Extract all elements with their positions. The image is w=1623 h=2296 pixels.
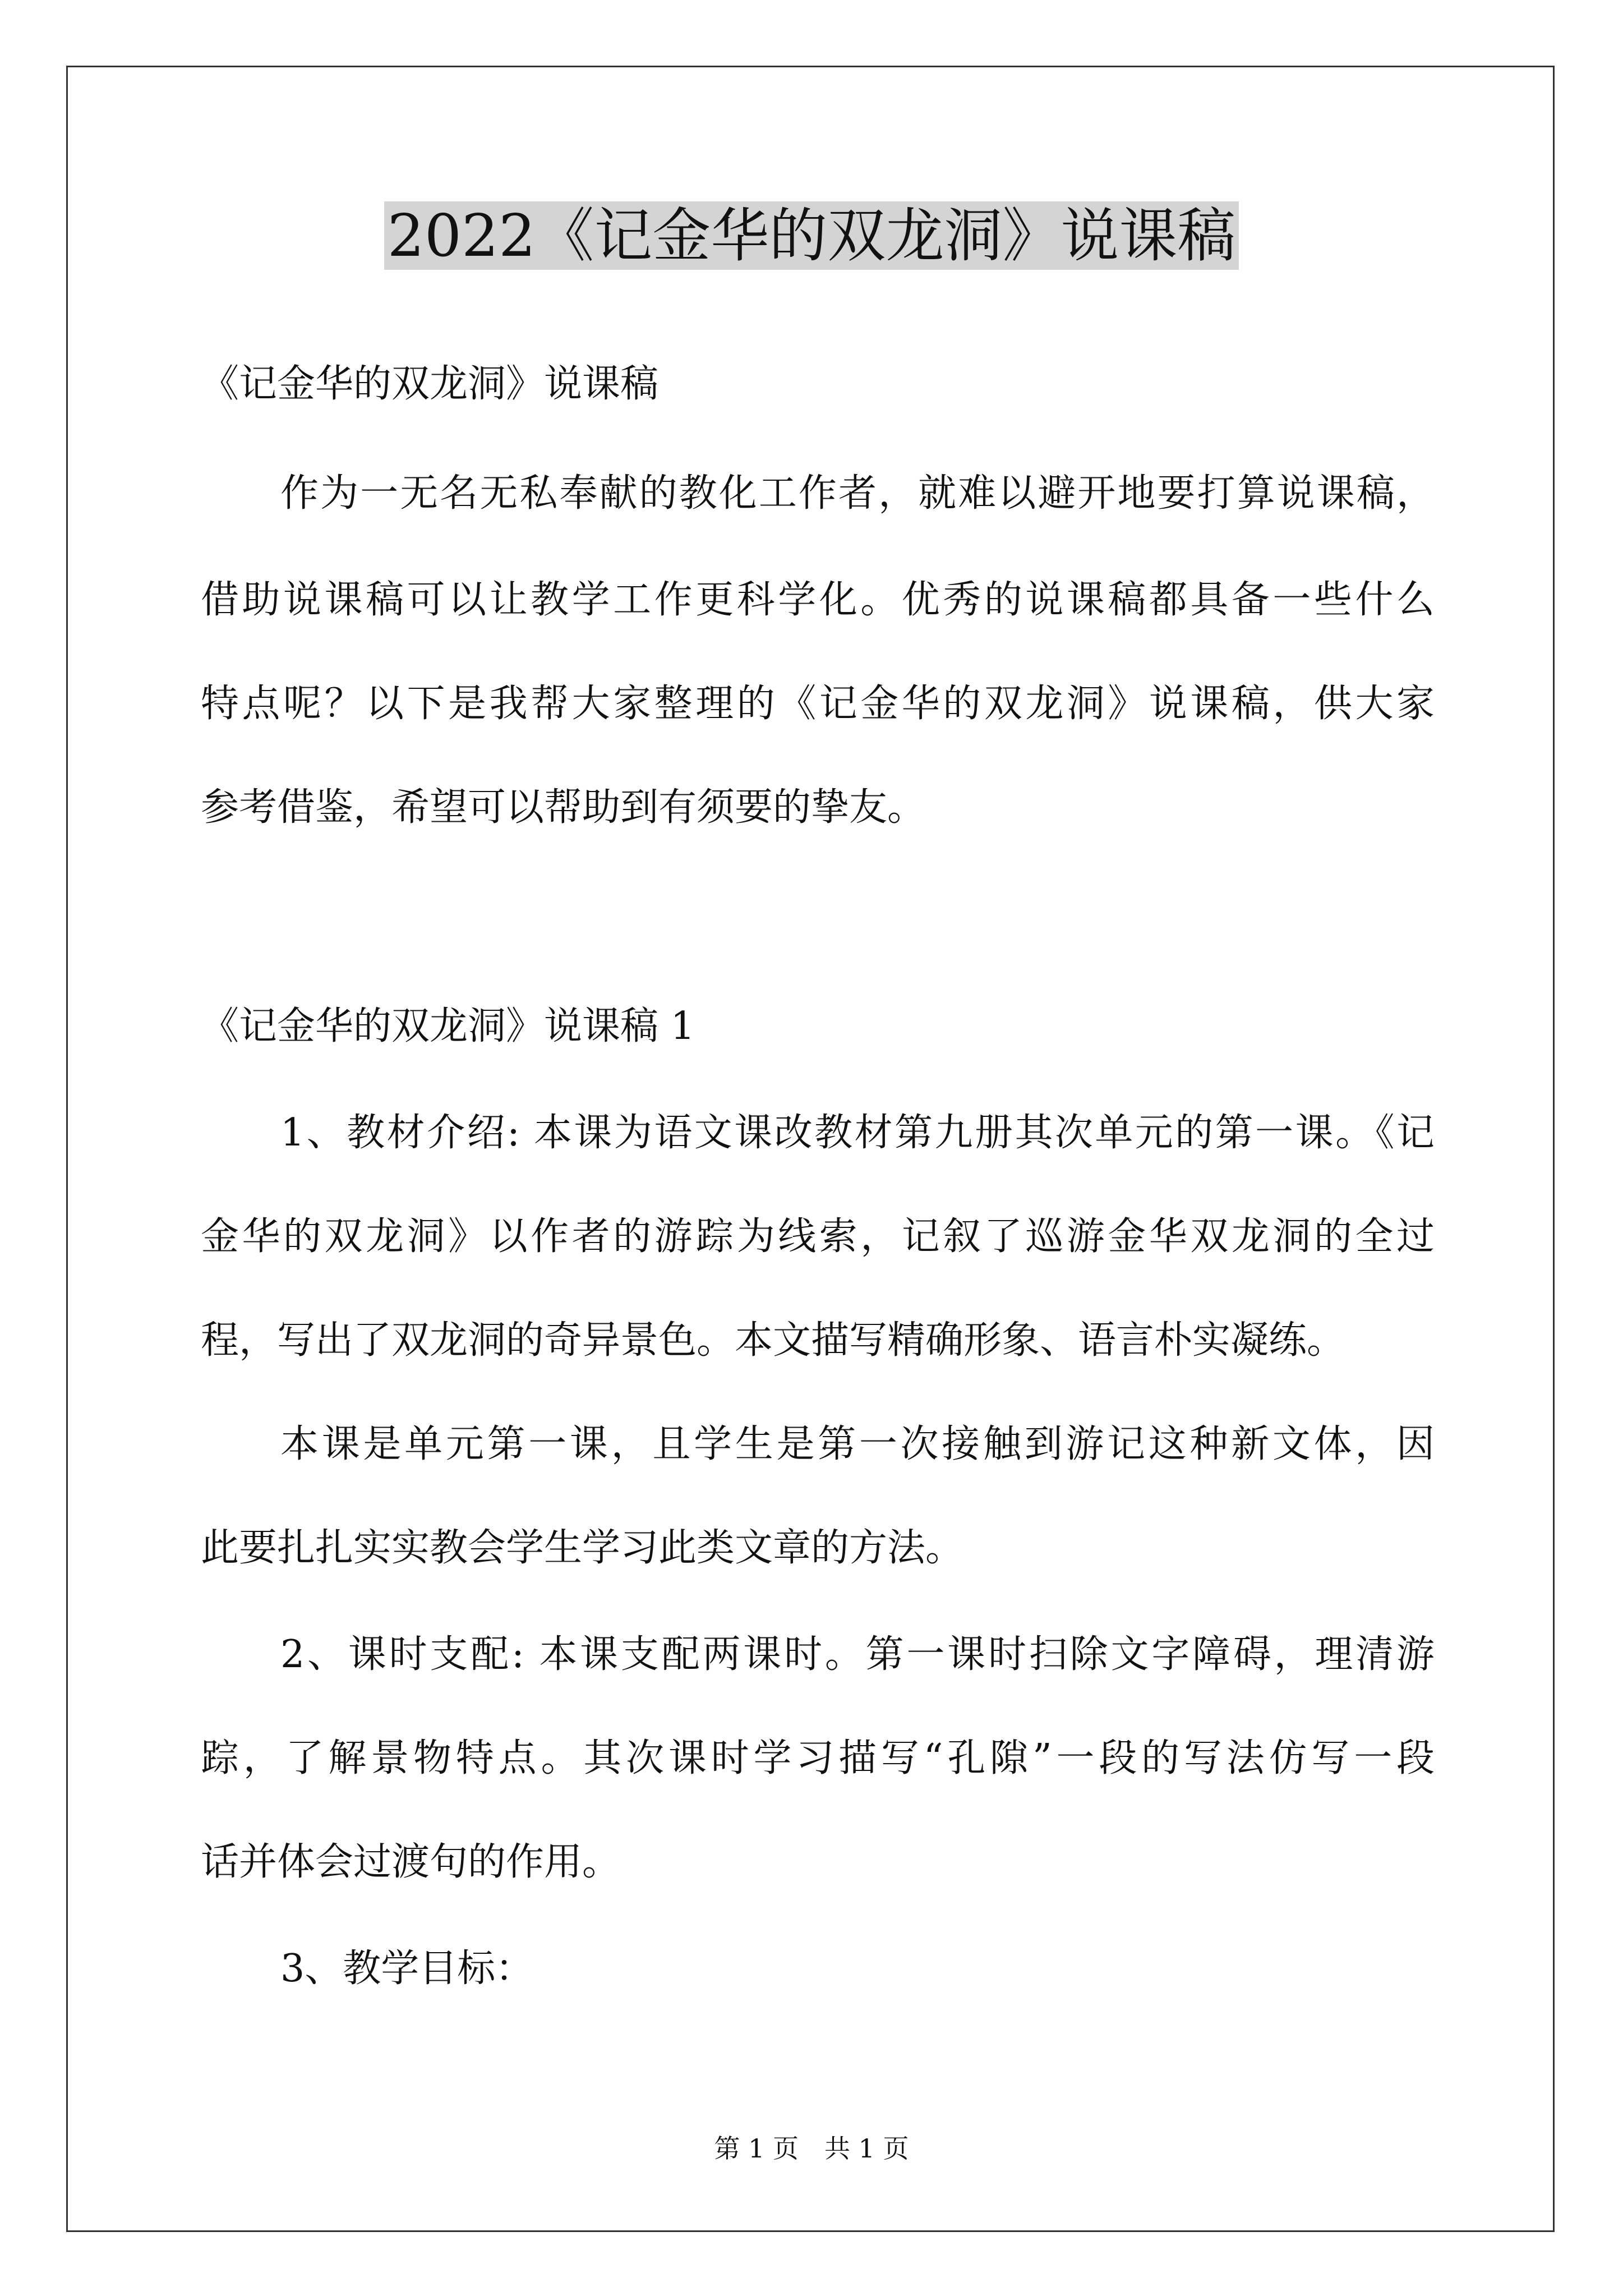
paragraph-line: 2、课时支配: 本课支配两课时。第一课时扫除文字障碍，理清游 — [280, 1632, 1435, 1677]
subtitle-line: 《记金华的双龙洞》说课稿 — [201, 362, 659, 406]
paragraph-line: 特点呢？以下是我帮大家整理的《记金华的双龙洞》说课稿，供大家 — [201, 682, 1435, 726]
paragraph-line: 程，写出了双龙洞的奇异景色。本文描写精确形象、语言朴实凝练。 — [201, 1318, 1345, 1363]
paragraph-line: 金华的双龙洞》以作者的游踪为线索，记叙了巡游金华双龙洞的全过 — [201, 1214, 1435, 1259]
paragraph-line: 借助说课稿可以让教学工作更科学化。优秀的说课稿都具备一些什么 — [201, 578, 1435, 622]
document-title — [0, 199, 1623, 272]
paragraph-line: 此要扎扎实实教会学生学习此类文章的方法。 — [201, 1526, 964, 1570]
paragraph-line: 1、教材介绍: 本课为语文课改教材第九册其次单元的第一课。《记 — [280, 1111, 1435, 1155]
paragraph-line: 参考借鉴，希望可以帮助到有须要的挚友。 — [201, 785, 926, 830]
paragraph-line: 踪，了解景物特点。其次课时学习描写“孔隙”一段的写法仿写一段 — [201, 1736, 1435, 1780]
paragraph-line: 本课是单元第一课，且学生是第一次接触到游记这种新文体，因 — [280, 1422, 1435, 1466]
paragraph-line: 话并体会过渡句的作用。 — [201, 1840, 621, 1884]
paragraph-line: 作为一无名无私奉献的教化工作者，就难以避开地要打算说课稿， — [280, 471, 1435, 516]
page-footer: 第 1 页 共 1 页 — [714, 2133, 909, 2164]
section-heading: 《记金华的双龙洞》说课稿 1 — [201, 1004, 695, 1048]
title-highlight: 2022《记金华的双龙洞》说课稿 — [384, 201, 1239, 270]
paragraph-line: 3、教学目标： — [280, 1947, 534, 1991]
